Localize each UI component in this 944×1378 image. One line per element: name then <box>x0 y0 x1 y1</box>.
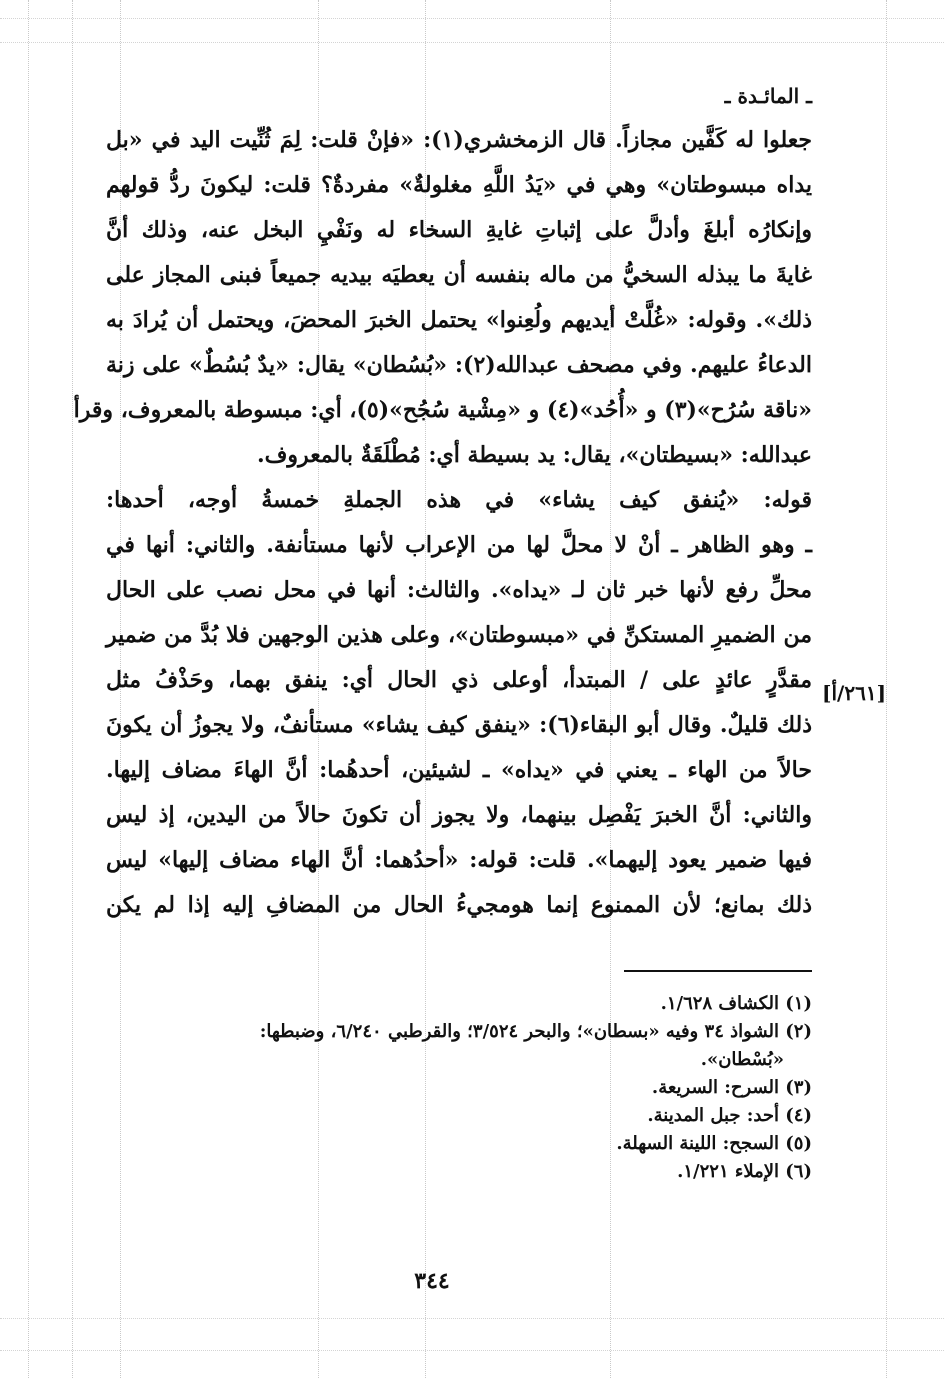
scan-guide <box>0 1350 944 1351</box>
text-line: مقدَّرٍ عائدٍ على / المبتدأ، أوعلى ذي الحال أي: ينفق بهما، وحَذْفُ مثل <box>106 667 812 693</box>
text-line: قوله: «يُنفق كيف يشاء» في هذه الجملةِ خمسةُ أوجه، أحدها: <box>106 487 812 513</box>
text-line: عبدالله: «بسيطتان»، يقال: يد بسيطة أي: مُطْلَقَةٌ بالمعروف. <box>256 442 812 468</box>
scan-guide <box>886 0 887 1378</box>
footnote: (٤) أحد: جبل المدينة. <box>647 1105 812 1126</box>
text-line: يداه مبسوطتان» وهي في «يَدُ اللَّهِ مغلولةٌ» مفردةٌ؟ قلت: ليكونَ ردُّ قولهم <box>106 172 812 198</box>
text-line: جعلوا له كَفَّين مجازاً. قال الزمخشري(١): «فإنْ قلت: لِمَ ثُنِّيت اليد في «بل <box>106 127 812 153</box>
text-line: غايةَ ما يبذله السخيُّ من ماله بنفسه أن يعطيَه بيديه جميعاً فبنى المجاز على <box>106 262 812 288</box>
scan-guide <box>0 1318 944 1319</box>
footnote: (١) الكشاف ١/٦٢٨. <box>660 993 812 1014</box>
footnote: (٦) الإملاء ١/٢٢١. <box>677 1161 812 1182</box>
main-text <box>73 118 812 928</box>
text-line: من الضميرِ المستكنِّ في «مبسوطتان»، وعلى هذين الوجهين فلا بُدَّ من ضمير <box>106 622 812 648</box>
text-line: ـ وهو الظاهر ـ أنْ لا محلَّ لها من الإعراب لأنها مستأنفة. والثاني: أنها في <box>106 532 812 558</box>
text-line: وإنكارُه أبلغَ وأدلَّ على إثباتِ غايةِ السخاء له ونَفْيِ البخل عنه، وذلك أنَّ <box>106 217 812 243</box>
scan-guide <box>0 18 944 19</box>
scan-guide <box>0 42 944 43</box>
text-line: محلِّ رفع لأنها خبر ثان لـ «يداه». والثالث: أنها في محل نصب على الحال <box>106 577 812 603</box>
scan-guide <box>72 0 73 1378</box>
text-line: ذلك». وقوله: «غُلَّتْ أيديهم ولُعِنوا» يحتمل الخبرَ المحضَ، ويحتمل أن يُرادَ به <box>106 307 812 333</box>
scan-guide <box>28 0 29 1378</box>
text-line: «ناقة سُرُح»(٣) و «أُحُد»(٤) و «مِشْية سُجُح»(٥)، أي: مبسوطة بالمعروف، وقرأ <box>73 397 812 423</box>
text-line: الدعاءُ عليهم. وفي مصحف عبدالله(٢): «بُسُطان» يقال: «يدٌ بُسُطٌ» على زنة <box>106 352 812 378</box>
footnote-separator <box>624 970 812 972</box>
text-line: فيها ضمير يعود إليهما». قلت: قوله: «أحدُهما: أنَّ الهاء مضاف إليها» ليس <box>106 847 812 873</box>
page-number: ٣٤٤ <box>414 1268 450 1294</box>
text-line: حالاً من الهاء ـ يعني في «يداه» ـ لشيئين، أحدهُما: أنَّ الهاءَ مضاف إليها. <box>106 757 812 783</box>
footnote: (٥) السجح: اللينة السهلة. <box>616 1133 812 1154</box>
manuscript-folio-note: [٢٦١/أ] <box>822 681 887 705</box>
footnote: (٢) الشواذ ٣٤ وفيه «بسطان»؛ والبحر ٣/٥٢٤؛ والقرطبي ٦/٢٤٠، وضبطها: <box>259 1021 812 1042</box>
running-header: ـ المائـدة ـ <box>724 84 812 108</box>
text-line: ذلك بمانع؛ لأن الممنوع إنما هومجيءُ الحال من المضافِ إليه إذا لم يكن <box>106 892 812 918</box>
text-line: ذلك قليلٌ. وقال أبو البقاء(٦): «ينفق كيف يشاء» مستأنفٌ، ولا يجوزُ أن يكونَ <box>106 712 812 738</box>
text-line: والثاني: أنَّ الخبرَ يَفْصِل بينهما، ولا يجوز أن تكونَ حالاً من اليدين، إذ ليس <box>106 802 812 828</box>
footnote: (٣) السرح: السريعة. <box>651 1077 812 1098</box>
footnote-continuation: «بُسْطان». <box>700 1049 784 1070</box>
footnotes <box>106 990 812 1186</box>
